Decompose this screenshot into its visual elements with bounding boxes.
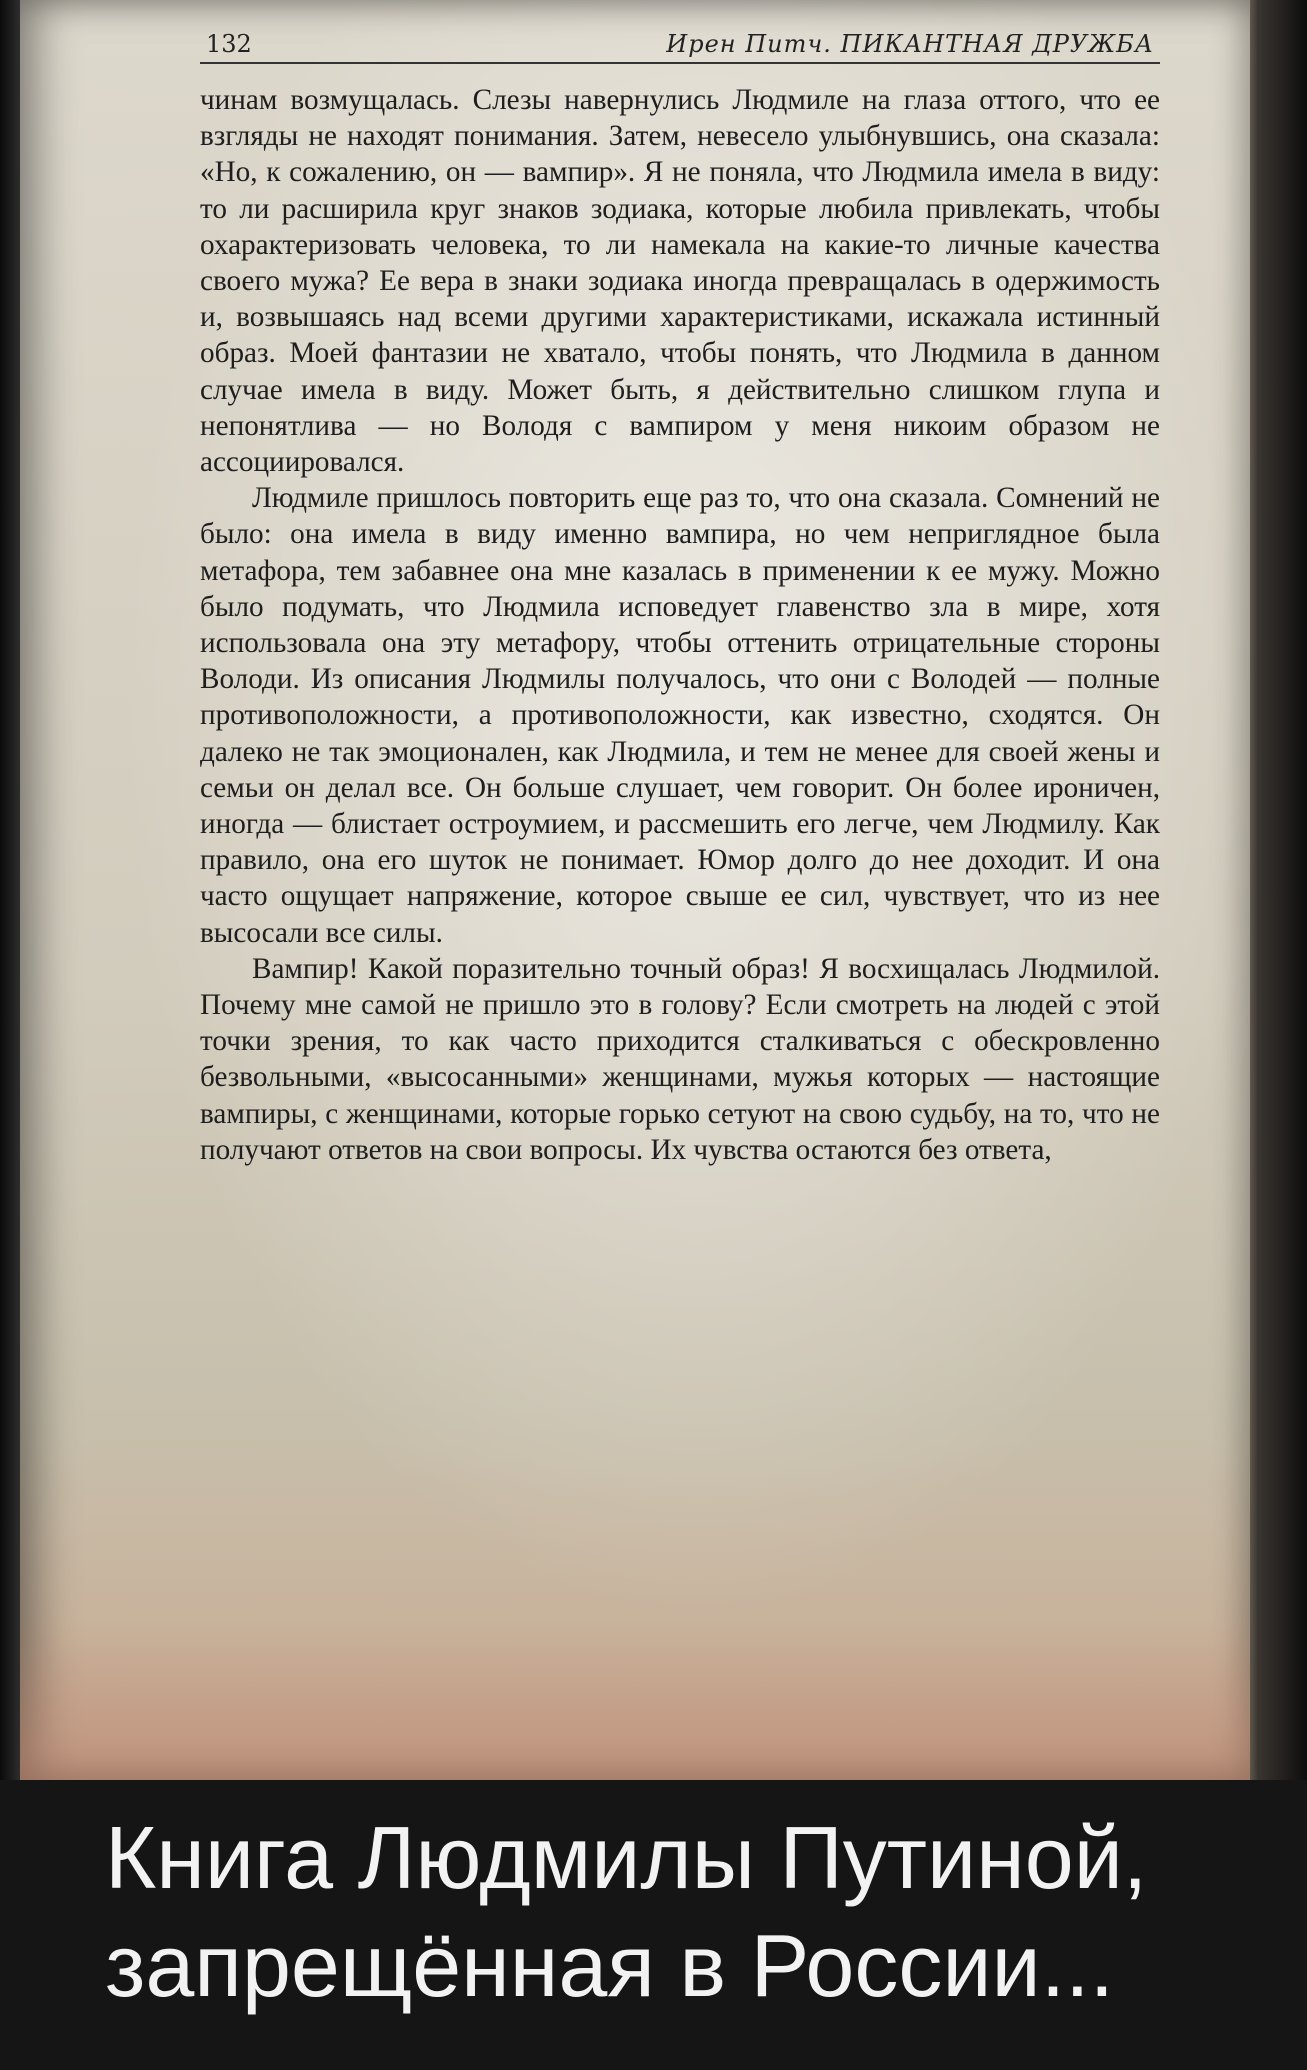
caption-text: Книга Людмилы Путиной, запрещённая в России... [105, 1808, 1148, 2015]
paragraph-1: чинам возмущалась. Слезы навернулись Людмиле на глаза оттого, что ее взгляды не находят понимания. Затем, невесело улыбнувшись, она сказала: «Но, к сожалению, он — вампир». Я не поняла, что Людмила имела в виду: то ли расширила круг знаков зодиака, которые любила привлекать, чтобы охарактеризовать человека, то ли намекала на какие-то личные качества своего мужа? Ее вера в знаки зодиака иногда превращалась в одержимость и, возвышаясь над всеми другими характеристиками, искажала истинный образ. Моей фантазии не хватало, чтобы понять, что Людмила в данном случае имела в виду. Может быть, я действительно слишком глупа и непонятлива — но Володя с вампиром у меня никоим образом не ассоциировался. [200, 84, 1160, 479]
page-bottom-shading [20, 1620, 1250, 1780]
paragraph-2: Людмиле пришлось повторить еще раз то, что она сказала. Сомнений не было: она имела в виду именно вампира, но чем неприглядное была метафора, тем забавнее она мне казалась в применении к ее мужу. Можно было подумать, что Людмила исповедует главенство зла в мире, хотя использовала она эту метафору, чтобы оттенить отрицательные стороны Володи. Из описания Людмилы получалось, что они с Володей — полные противоположности, а противоположности, как известно, сходятся. Он далеко не так эмоционален, как Людмила, и тем не менее для своей жены и семьи он делал все. Он больше слушает, чем говорит. Он более ироничен, иногда — блистает остроумием, и рассмешить его легче, чем Людмилу. Как правило, она его шуток не понимает. Юмор долго до нее доходит. И она часто ощущает напряжение, которое свыше ее сил, чувствует, что из нее высосали все силы. [200, 482, 1160, 949]
running-title: Ирен Питч. ПИКАНТНАЯ ДРУЖБА [666, 30, 1154, 58]
page-number: 132 [206, 30, 252, 58]
page-content [200, 30, 1160, 1168]
body-text [200, 82, 1160, 1168]
running-head [200, 30, 1160, 64]
book-page [20, 0, 1250, 1780]
paragraph-3: Вампир! Какой поразительно точный образ! Я восхищалась Людмилой. Почему мне самой не пришло это в голову? Если смотреть на людей с этой точки зрения, то как часто приходится сталкиваться с обескровленно безвольными, «высосанными» женщинами, мужья которых — настоящие вампиры, с женщинами, которые горько сетуют на свою судьбу, на то, что не получают ответов на свои вопросы. Их чувства остаются без ответа, [200, 952, 1160, 1166]
caption-bar [0, 1780, 1307, 2070]
